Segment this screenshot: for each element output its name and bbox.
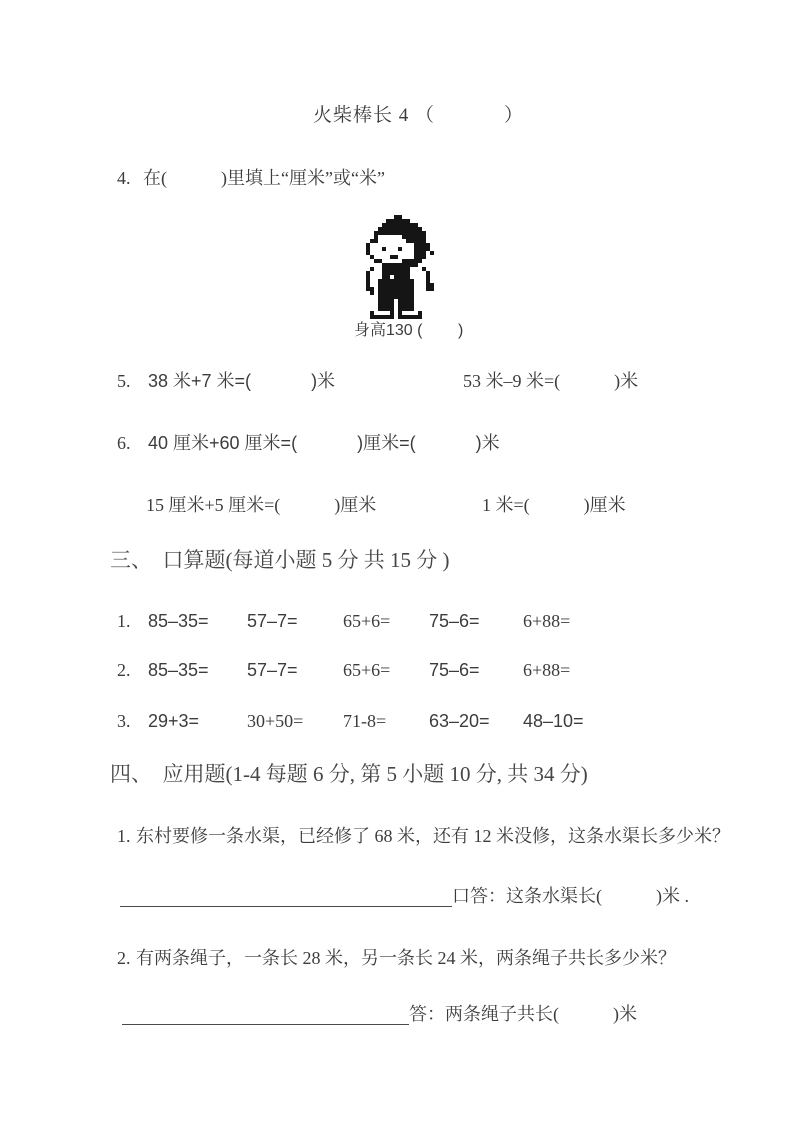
question-5-label: 5. (117, 371, 131, 391)
question-4-text: 在( )里填上“厘米”或“米” (143, 168, 385, 188)
oral-item: 75–6= (429, 660, 480, 680)
question-6-label: 6. (117, 433, 131, 453)
word-problem-1-text: 东村要修一条水渠，已经修了 68 米，还有 12 米没修，这条水渠长多少米？ (136, 826, 730, 846)
oral-item: 85–35= (148, 611, 209, 631)
answer-blank-line-1 (120, 906, 452, 907)
word-problem-2-text: 有两条绳子，一条长 28 米，另一条长 24 米，两条绳子共长多少米？ (136, 948, 676, 968)
word-problem-2-label: 2. (117, 948, 131, 968)
question-6-line2-right-expression: 1 米=( )厘米 (482, 495, 626, 515)
word-problem-2-answer: 答：两条绳子共长( )米 (409, 1004, 637, 1024)
oral-row-3-label: 3. (117, 711, 131, 731)
oral-item: 63–20= (429, 711, 490, 731)
section-3-header: 三、 口算题(每道小题 5 分 共 15 分 ) (110, 548, 450, 572)
matchstick-length-line: 火柴棒长 4 （ ） (313, 105, 525, 126)
oral-row-1-label: 1. (117, 611, 131, 631)
oral-item: 6+88= (523, 660, 571, 680)
oral-item: 48–10= (523, 711, 584, 731)
question-4-label: 4. (117, 168, 131, 188)
boy-pixel-art (362, 215, 442, 319)
oral-item: 6+88= (523, 611, 571, 631)
word-problem-1-label: 1. (117, 826, 131, 846)
question-5-right-expression: 53 米–9 米=( )米 (463, 371, 639, 391)
oral-item: 57–7= (247, 611, 298, 631)
oral-item: 65+6= (343, 611, 391, 631)
question-6-line2-left-expression: 15 厘米+5 厘米=( )厘米 (146, 495, 377, 515)
oral-item: 75–6= (429, 611, 480, 631)
question-6-line1-expression: 40 厘米+60 厘米=( )厘米=( )米 (148, 433, 500, 453)
section-4-header: 四、 应用题(1-4 每题 6 分, 第 5 小题 10 分, 共 34 分) (110, 762, 588, 786)
question-5-left-expression: 38 米+7 米=( )米 (148, 371, 336, 391)
oral-item: 85–35= (148, 660, 209, 680)
answer-blank-line-2 (122, 1024, 409, 1025)
word-problem-1-answer: 口答：这条水渠长( )米 . (452, 886, 689, 906)
oral-item: 71-8= (343, 711, 387, 731)
oral-row-2-label: 2. (117, 660, 131, 680)
oral-item: 65+6= (343, 660, 391, 680)
oral-item: 29+3= (148, 711, 200, 731)
figure-height-caption: 身高130 ( ) (354, 322, 464, 339)
oral-item: 57–7= (247, 660, 298, 680)
oral-item: 30+50= (247, 711, 304, 731)
